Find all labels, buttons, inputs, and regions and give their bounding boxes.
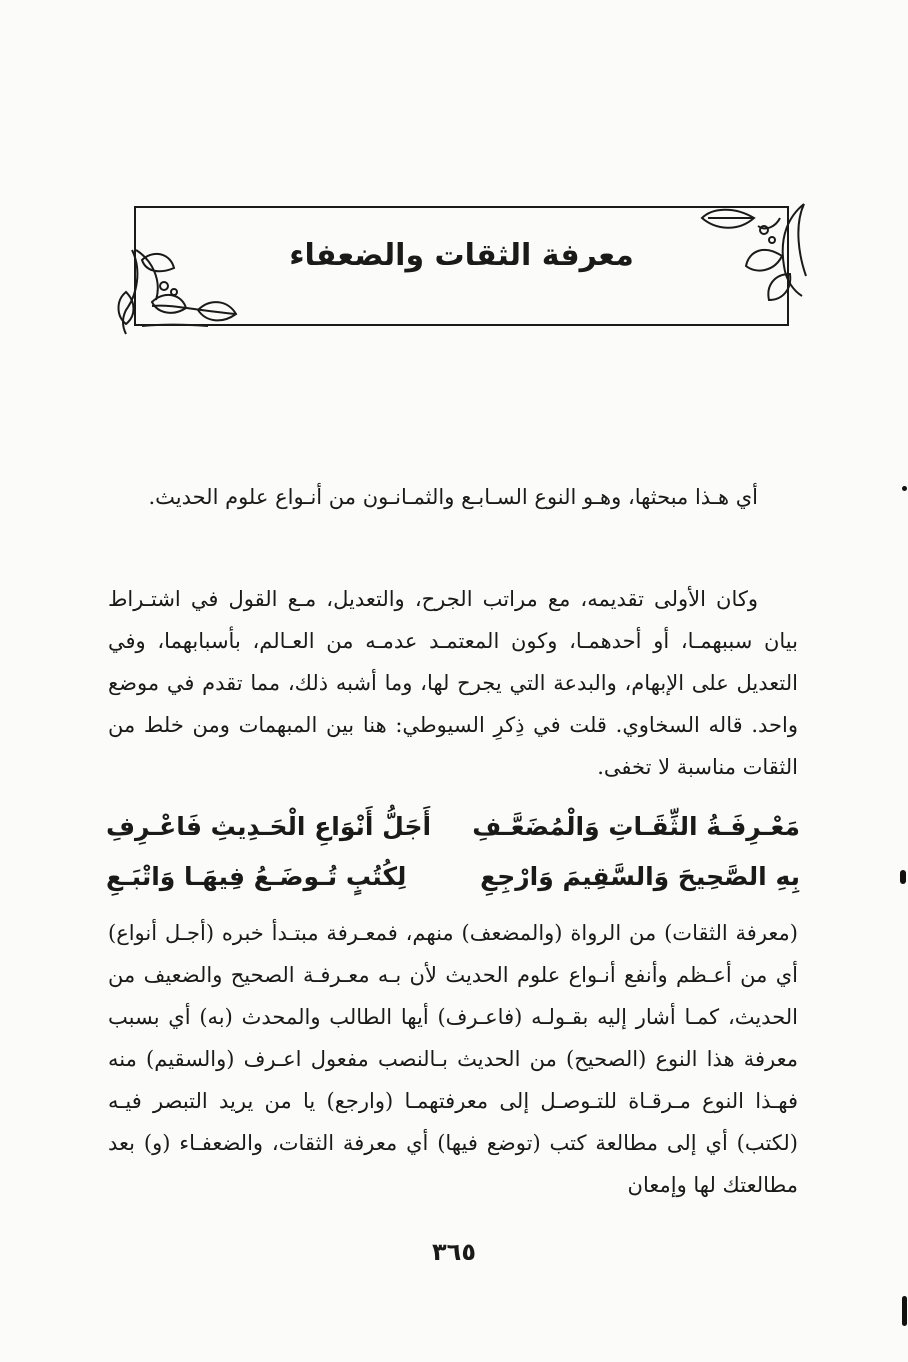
scan-speck xyxy=(902,1296,907,1326)
intro-paragraph-block xyxy=(108,476,798,518)
verse-hemistich: مَعْـرِفَـةُ الثِّقَـاتِ وَالْمُضَعَّـفِ xyxy=(472,812,800,841)
page-number: ٣٦٥ xyxy=(432,1238,476,1266)
verse-line xyxy=(106,852,800,902)
scan-speck xyxy=(902,486,907,491)
verse-block xyxy=(106,802,800,902)
verse-hemistich: بِهِ الصَّحِيحَ وَالسَّقِيمَ وَارْجِعِ xyxy=(480,862,800,891)
verse-hemistich: أَجَلُّ أَنْوَاعِ الْحَـدِيثِ فَاعْـرِفِ xyxy=(106,812,432,841)
floral-ornament-icon xyxy=(112,240,242,340)
scan-speck xyxy=(900,870,906,884)
discussion-paragraph: وكان الأولى تقديمه، مع مراتب الجرح، والتعديل، مـع القول في اشتـراط بيان سببهمـا، أو أحدهمـا، وكون المعتمـد عدمـه من العـالم، بأسبابهما، وفي التعديل على الإبهام، والبدعة التي يجرح لها، وما أشبه ذلك، مما تقدم في موضع واحد. قاله السخاوي. قلت في ذِكرِ السيوطي: هنا بين المبهمات ومن خلط من الثقات مناسبة لا تخفى. xyxy=(108,587,798,779)
verse-hemistich: لِكُتُبٍ تُـوضَـعُ فِيهَـا وَاتْبَـعِ xyxy=(106,862,407,891)
floral-ornament-icon xyxy=(694,196,814,306)
discussion-paragraph-block xyxy=(108,578,798,788)
commentary-paragraph: (معرفة الثقات) من الرواة (والمضعف) منهم، فمعـرفة مبتـدأ خبره (أجـل أنواع) أي من أعـظم وأنفع أنـواع علوم الحديث لأن بـه معـرفـة الصحيح والضعيف من الحديث، كمـا أشار إليه بقـولـه (فاعـرف) أيها الطالب والمحدث (به) أي بسبب معرفة هذا النوع (الصحيح) من الحديث بـالنصب مفعول اعـرف (والسقيم) منه فهـذا النوع مـرقـاة للتـوصـل إلى معرفتهمـا (وارجع) يا من يريد التبصر فيـه (لكتب) أي إلى مطالعة كتب (توضع فيها) أي معرفة الثقات، والضعفـاء (و) بعد مطالعتك لها وإمعان xyxy=(108,921,798,1197)
commentary-block xyxy=(108,912,798,1206)
intro-paragraph: أي هـذا مبحثها، وهـو النوع السـابـع والثمـانـون من أنـواع علوم الحديث. xyxy=(148,485,758,509)
chapter-title: معرفة الثقات والضعفاء xyxy=(289,238,634,273)
verse-line xyxy=(106,802,800,852)
